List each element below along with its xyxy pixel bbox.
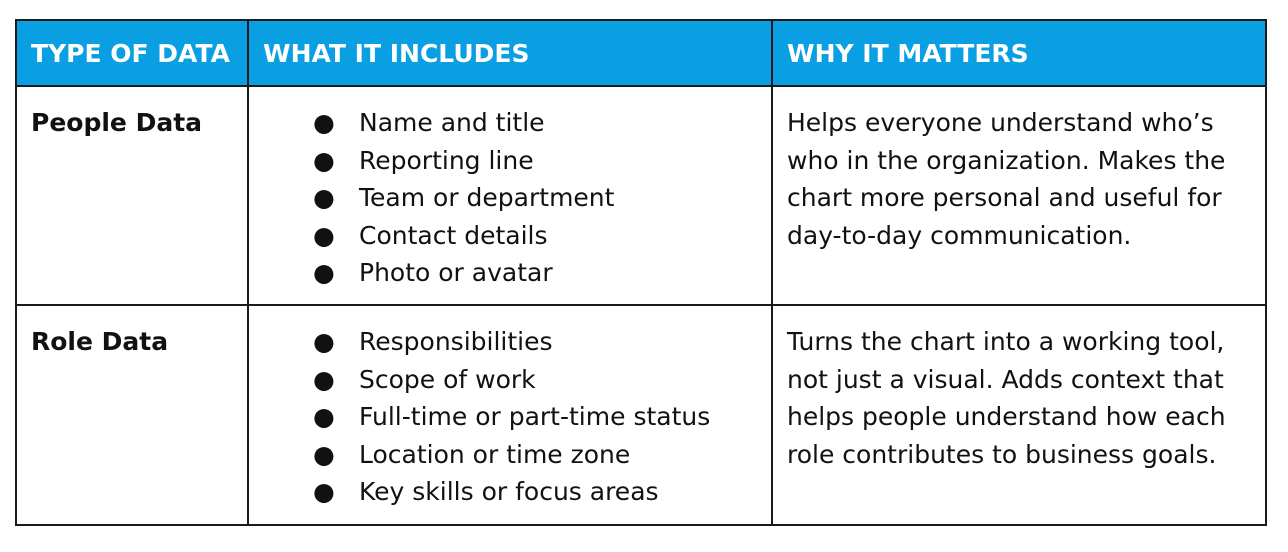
bullet-icon: ● (313, 108, 335, 137)
includes-list (263, 104, 757, 292)
list-item-text: Responsibilities (359, 327, 553, 356)
list-item-text: Contact details (359, 220, 548, 250)
list-item-text: Scope of work (359, 364, 536, 394)
list-item-text: Key skills or focus areas (359, 477, 659, 506)
data-types-table (15, 19, 1267, 526)
list-item-text: Photo or avatar (359, 258, 553, 287)
list-item (263, 254, 757, 292)
table-row-people-data (16, 86, 1266, 305)
list-item (263, 104, 757, 142)
list-item-text: Name and title (359, 108, 545, 137)
bullet-icon: ● (313, 145, 335, 175)
why-text: Turns the chart into a working tool, not just a visual. Adds context that helps people understand how each role contributes to business goals. (787, 327, 1226, 469)
list-item (263, 323, 757, 361)
bullet-icon: ● (313, 364, 335, 394)
list-item-text: Full-time or part-time status (359, 402, 711, 431)
bullet-icon: ● (313, 183, 335, 212)
list-item (263, 473, 757, 511)
bullet-icon: ● (313, 439, 335, 469)
bullet-icon: ● (313, 402, 335, 431)
why-cell (772, 86, 1266, 305)
header-why-it-matters: WHY IT MATTERS (772, 20, 1266, 86)
header-what-it-includes: WHAT IT INCLUDES (248, 20, 772, 86)
why-text: Helps everyone understand who’s who in the organization. Makes the chart more personal and useful for day-to-day communication. (787, 108, 1226, 250)
list-item-text: Reporting line (359, 145, 534, 175)
list-item (263, 142, 757, 180)
list-item-text: Team or department (359, 183, 615, 212)
includes-cell (248, 305, 772, 525)
list-item (263, 398, 757, 436)
type-cell: People Data (16, 86, 248, 305)
includes-list (263, 323, 757, 511)
bullet-icon: ● (313, 327, 335, 356)
bullet-icon: ● (313, 258, 335, 287)
header-type-of-data: TYPE OF DATA (16, 20, 248, 86)
bullet-icon: ● (313, 220, 335, 250)
table-body (16, 86, 1266, 525)
why-cell (772, 305, 1266, 525)
list-item (263, 436, 757, 474)
table-header (16, 20, 1266, 86)
header-row (16, 20, 1266, 86)
data-types-table-container (15, 19, 1265, 522)
list-item-text: Location or time zone (359, 439, 631, 469)
list-item (263, 179, 757, 217)
list-item (263, 361, 757, 399)
includes-cell (248, 86, 772, 305)
table-row-role-data (16, 305, 1266, 525)
list-item (263, 217, 757, 255)
bullet-icon: ● (313, 477, 335, 506)
type-cell: Role Data (16, 305, 248, 525)
